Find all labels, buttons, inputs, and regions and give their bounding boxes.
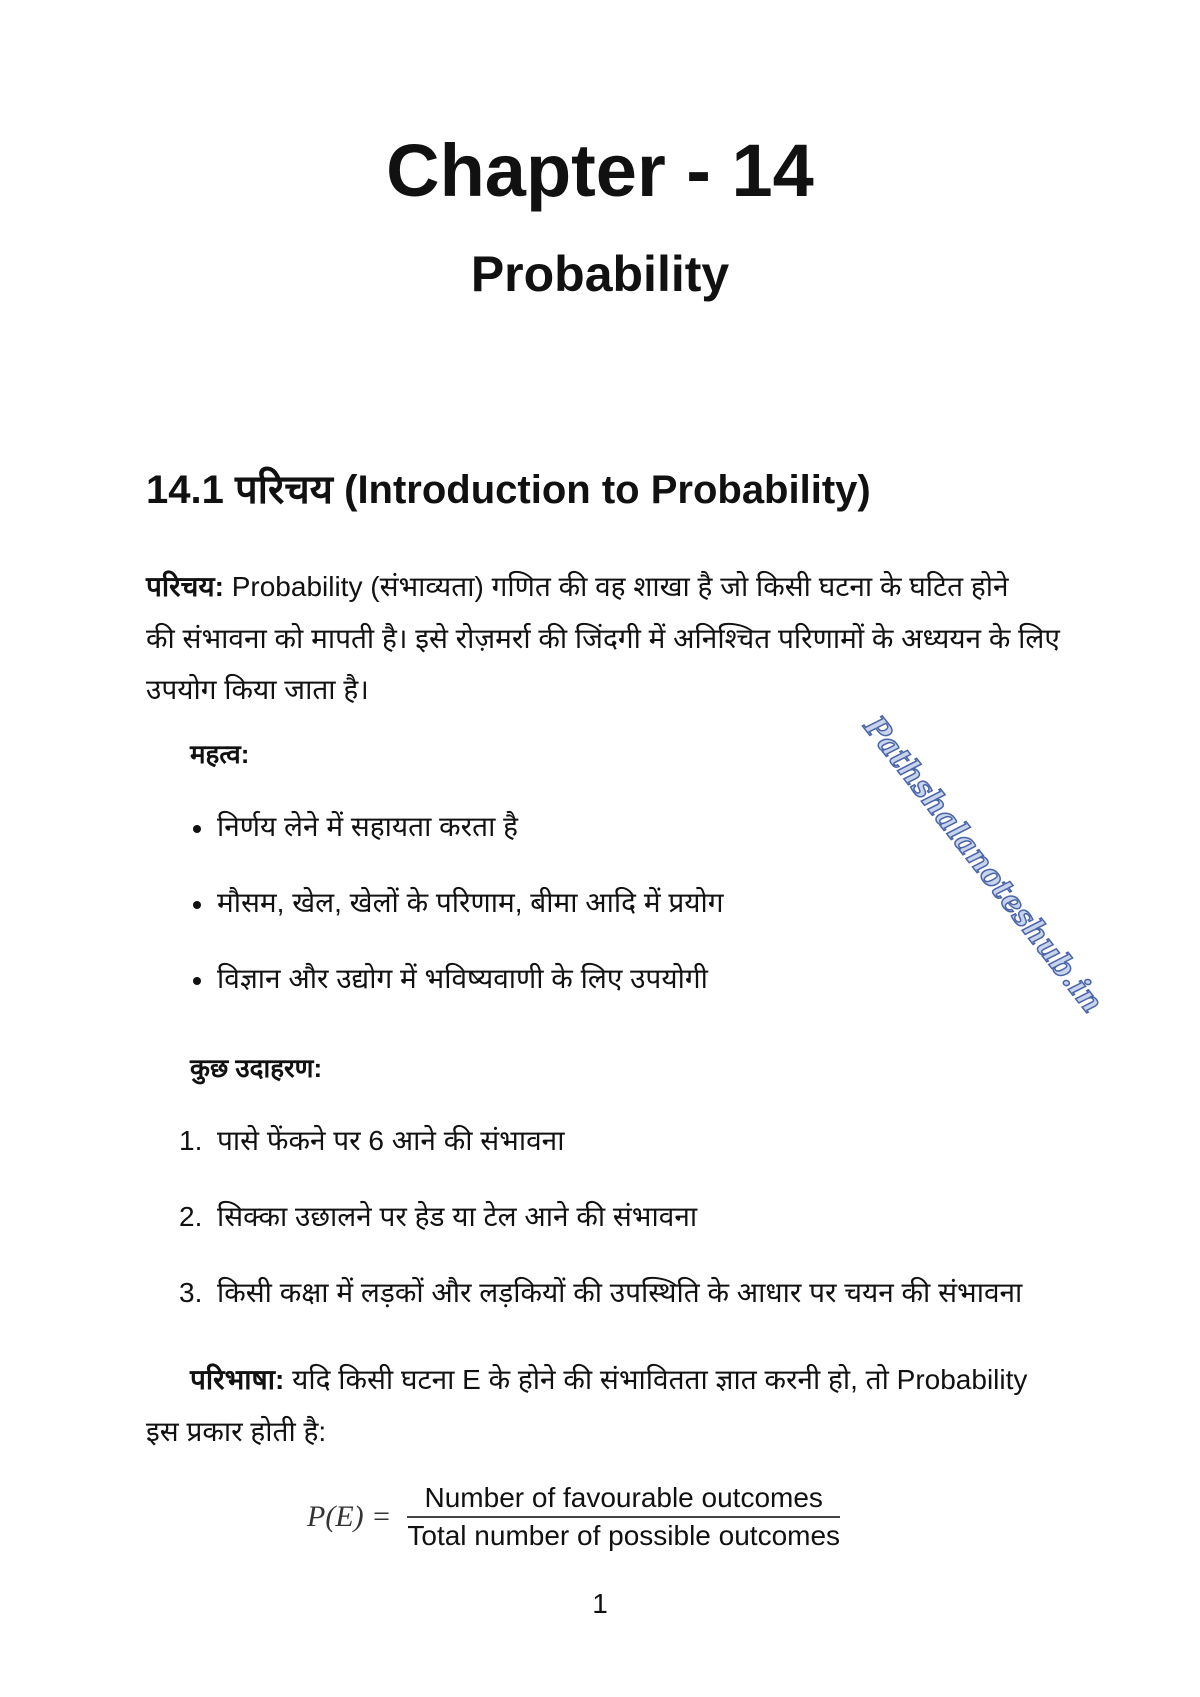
bullet-icon: [193, 901, 201, 909]
definition-line-1: [190, 1360, 1027, 1398]
list-item: [193, 807, 518, 845]
intro-line-3: उपयोग किया जाता है।: [146, 674, 369, 705]
importance-label: महत्व:: [190, 739, 250, 769]
formula-denominator: Total number of possible outcomes: [407, 1516, 840, 1552]
definition-label: परिभाषा:: [190, 1364, 285, 1395]
chapter-title: Chapter - 14: [386, 129, 814, 212]
intro-text: Probability (संभाव्यता) गणित की वह शाखा है जो किसी घटना के घटित होने: [231, 571, 1009, 602]
intro-line-1: [146, 567, 1009, 605]
item-text: पासे फेंकने पर 6 आने की संभावना: [217, 1125, 565, 1156]
numbered-item: [179, 1273, 1022, 1311]
item-number: 1.: [179, 1125, 203, 1156]
formula-numerator: Number of favourable outcomes: [424, 1482, 823, 1513]
section-heading: 14.1 परिचय (Introduction to Probability): [146, 468, 871, 512]
item-text: किसी कक्षा में लड़कों और लड़कियों की उपस्थिति के आधार पर चयन की संभावना: [217, 1277, 1023, 1308]
item-text: सिक्का उछालने पर हेड या टेल आने की संभावना: [217, 1201, 698, 1232]
definition-text: यदि किसी घटना E के होने की संभावितता ज्ञात करनी हो, तो Probability: [292, 1364, 1028, 1395]
formula-lhs: P(E) =: [307, 1500, 392, 1533]
probability-formula: [307, 1482, 840, 1552]
intro-line-2: की संभावना को मापती है। इसे रोज़मर्रा की जिंदगी में अनिश्चित परिणामों के अध्ययन के लिए: [146, 623, 1060, 654]
intro-label: परिचय:: [146, 571, 224, 602]
definition-line-2: इस प्रकार होती है:: [146, 1416, 327, 1447]
chapter-subtitle: Probability: [470, 246, 730, 302]
bullet-icon: [193, 825, 201, 833]
fraction: [407, 1482, 840, 1552]
list-item-text: निर्णय लेने में सहायता करता है: [217, 811, 518, 842]
examples-label: कुछ उदाहरण:: [190, 1053, 323, 1083]
list-item: [193, 959, 708, 997]
numbered-item: [179, 1121, 564, 1159]
item-number: 3.: [179, 1277, 203, 1308]
list-item-text: मौसम, खेल, खेलों के परिणाम, बीमा आदि में प्रयोग: [217, 887, 724, 918]
numbered-item: [179, 1197, 697, 1235]
bullet-icon: [193, 977, 201, 985]
item-number: 2.: [179, 1201, 203, 1232]
list-item: [193, 883, 724, 921]
watermark: Pathshalanoteshub.in: [856, 709, 1110, 1020]
list-item-text: विज्ञान और उद्योग में भविष्यवाणी के लिए उपयोगी: [217, 963, 708, 994]
page-number: 1: [592, 1588, 608, 1619]
